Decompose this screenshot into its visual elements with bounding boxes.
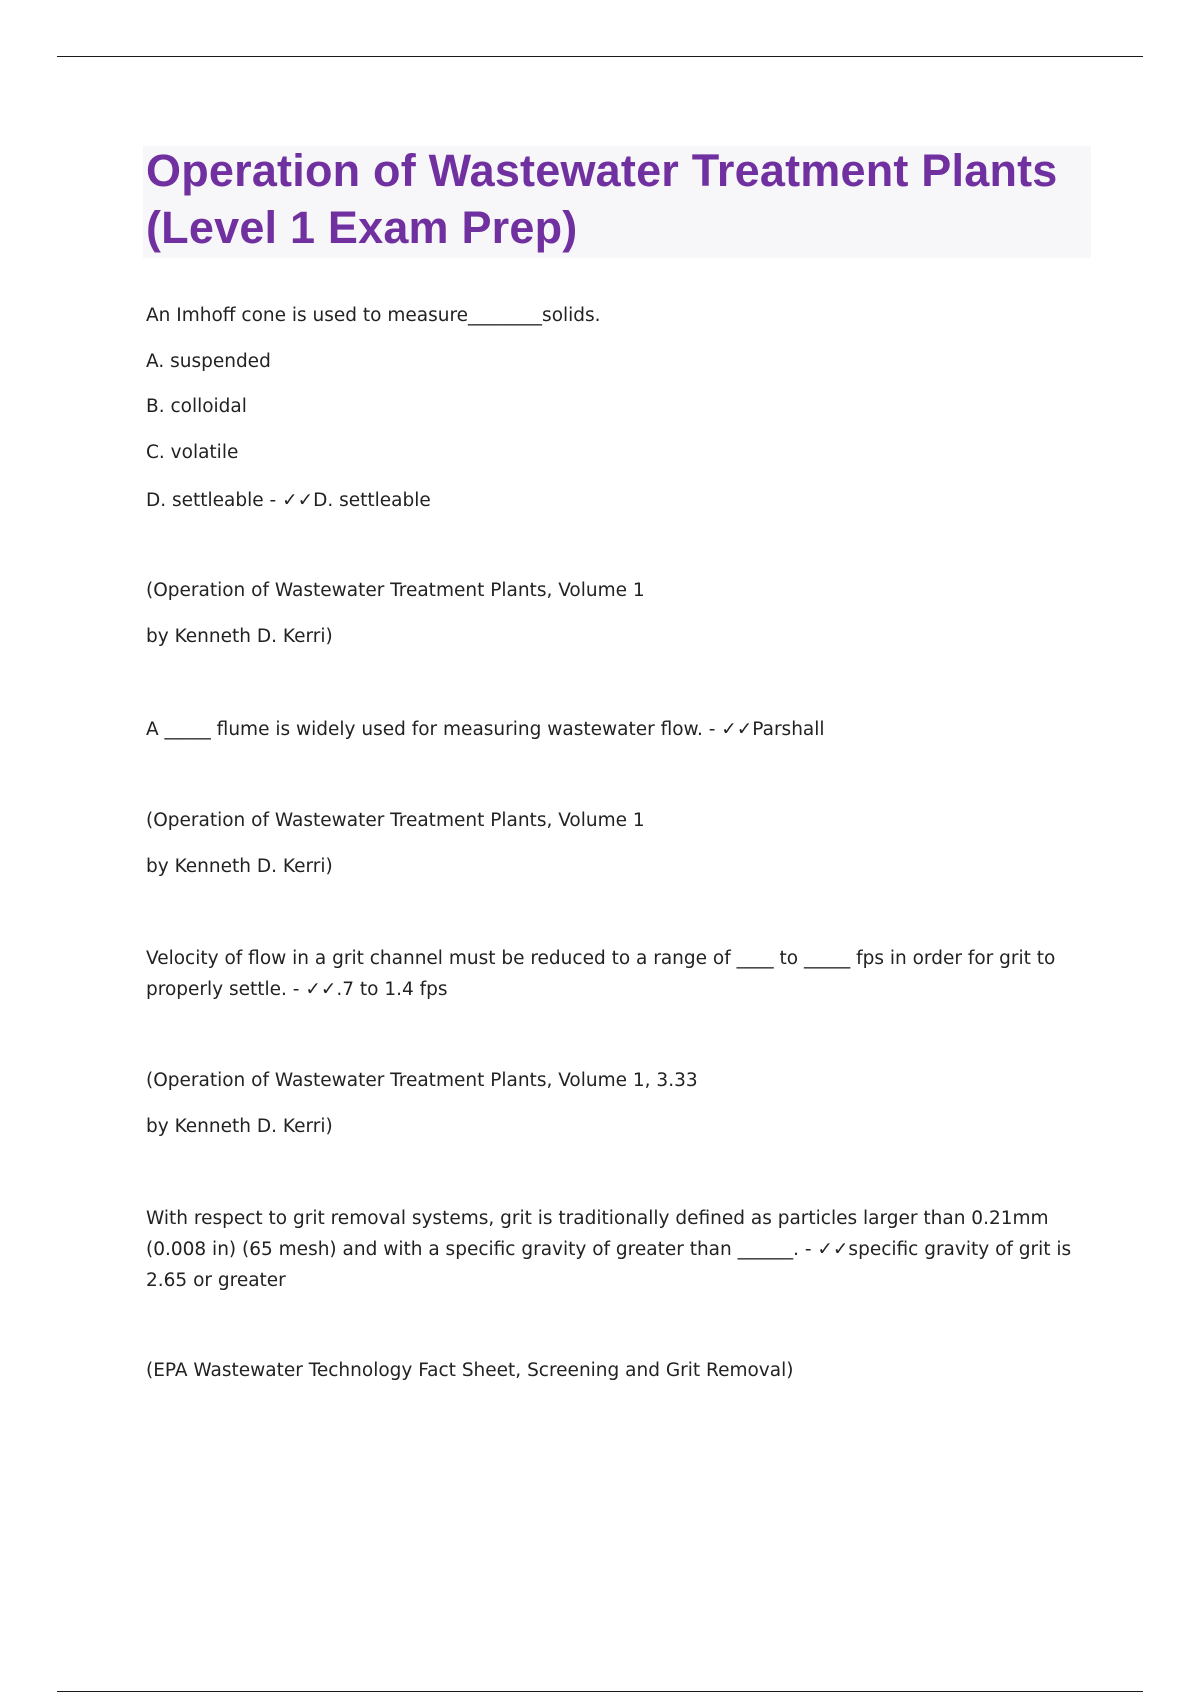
q1-question: An Imhoff cone is used to measure________solids. [146,305,601,326]
q1-option-d-answer: D. settleable - ✓✓D. settleable [146,490,431,511]
q3-source: (Operation of Wastewater Treatment Plants, Volume 1, 3.33 [146,1070,698,1091]
q1-option-a: A. suspended [146,351,271,372]
footer-rule [57,1691,1143,1692]
q1-option-b: B. colloidal [146,396,247,417]
q4-question-answer: With respect to grit removal systems, grit is traditionally defined as particles larger than 0.21mm (0.008 in) (65 mesh) and with a specific gravity of greater than ______. - ✓✓specific gravity of grit is 2.65 or greater [146,1208,1072,1291]
q2-source: (Operation of Wastewater Treatment Plants, Volume 1 [146,810,645,831]
q1-option-c: C. volatile [146,442,239,463]
q1-source: (Operation of Wastewater Treatment Plants, Volume 1 [146,580,645,601]
header-rule [57,56,1143,57]
q1-source-author: by Kenneth D. Kerri) [146,626,333,647]
q2-question-answer: A _____ flume is widely used for measuring wastewater flow. - ✓✓Parshall [146,719,825,740]
q3-source-author: by Kenneth D. Kerri) [146,1116,333,1137]
q4-source: (EPA Wastewater Technology Fact Sheet, Screening and Grit Removal) [146,1360,794,1381]
q3-question-answer: Velocity of flow in a grit channel must be reduced to a range of ____ to _____ fps in order for grit to properly settle. - ✓✓.7 to 1.4 fps [146,948,1056,1000]
document-title: Operation of Wastewater Treatment Plants (Level 1 Exam Prep) [146,145,1058,253]
q2-source-author: by Kenneth D. Kerri) [146,856,333,877]
